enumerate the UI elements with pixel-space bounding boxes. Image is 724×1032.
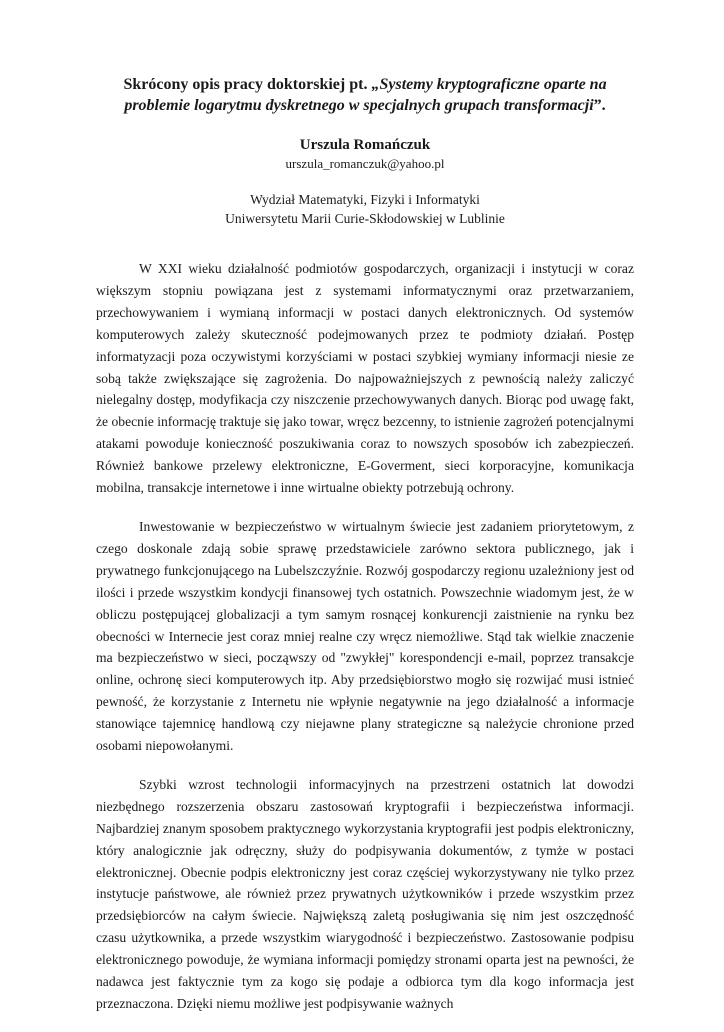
paragraph-1: W XXI wieku działalność podmiotów gospodarczych, organizacji i instytucji w coraz większym stopniu powiązana jest z systemami informatycznymi oraz przetwarzaniem, przechowywaniem i wymianą informacji w postaci danych elektronicznych. Od systemów komputerowych zależy skuteczność podejmowanych przez te podmioty działań. Postęp informatyzacji poza oczywistymi korzyściami w postaci szybkiej wymiany informacji niesie ze sobą także zwiększające się zagrożenia. Do najpoważniejszych z pewnością należy zaliczyć nielegalny dostęp, modyfikacja czy niszczenie przechowywanych danych. Biorąc pod uwagę fakt, że obecnie informację traktuje się jako towar, wręcz bezcenny, to istnienie zagrożeń potencjalnymi atakami powoduje konieczność poszukiwania coraz to nowszych sposobów ich zabezpieczeń. Również bankowe przelewy elektroniczne, E-Goverment, sieci korporacyjne, komunikacja mobilna, transakcje internetowe i inne wirtualne obiekty potrzebują ochrony. xyxy=(96,261,634,496)
title-italic: „Systemy kryptograficzne oparte na problemie logarytmu dyskretnego w specjalnych grupach transformacji xyxy=(124,76,607,114)
affiliation xyxy=(96,190,634,228)
affiliation-line-1: Wydział Matematyki, Fizyki i Informatyki xyxy=(250,192,480,207)
paragraph-3: Szybki wzrost technologii informacyjnych na przestrzeni ostatnich lat dowodzi niezbędnego rozszerzenia obszaru zastosowań kryptografii i bezpieczeństwa informacji. Najbardziej znanym sposobem praktycznego wykorzystania kryptografii jest podpis elektroniczny, który analogicznie jak odręczny, służy do podpisywania dokumentów, z tymże w postaci elektronicznej. Obecnie podpis elektroniczny jest coraz częściej wykorzystywany nie tylko przez instytucje państwowe, ale również przez prywatnych użytkowników i przede wszystkim przez przedsiębiorców na całym świecie. Największą zaletą posługiwania się nim jest oszczędność czasu użytkownika, a przede wszystkim wiarygodność i bezpieczeństwo. Zastosowanie podpisu elektronicznego powoduje, że wymiana informacji pomiędzy stronami oparta jest na pewności, że nadawca jest faktycznie tym za kogo się podaje a odbiorca tym dla kogo informacja jest przeznaczona. Dzięki niemu możliwe jest podpisywanie ważnych xyxy=(96,776,634,1011)
author-name: Urszula Romańczuk xyxy=(299,137,431,153)
title-suffix: ”. xyxy=(593,97,606,114)
affiliation-line-2: Uniwersytetu Marii Curie-Skłodowskiej w Lublinie xyxy=(225,211,505,226)
paragraph-2: Inwestowanie w bezpieczeństwo w wirtualnym świecie jest zadaniem priorytetowym, z czego doskonale zdają sobie sprawę przedstawiciele zarówno sektora publicznego, jak i prywatnego funkcjonującego na Lubelszczyźnie. Rozwój gospodarczy regionu uzależniony jest od ilości i przede wszystkim kondycji finansowej tych ostatnich. Powszechnie wiadomym jest, że w obliczu postępującej globalizacji a tym samym rosnącej konkurencji zaistnienie na rynku bez obecności w Internecie jest coraz mniej realne czy wręcz niemożliwe. Stąd tak wielkie znaczenie ma bezpieczeństwo w sieci, począwszy od "zwykłej" korespondencji e-mail, poprzez transakcje online, ochronę sieci komputerowych itp. Aby przedsiębiorstwo mogło się rozwijać musi istnieć pewność, że korzystanie z Internetu nie wpłynie negatywnie na jego działalność a informacje stanowiące tajemnicę handlową czy niejawne plany strategiczne są należycie chronione przed osobami niepowołanymi. xyxy=(96,518,634,754)
document-title xyxy=(96,74,634,116)
document-body xyxy=(96,258,634,1015)
document-page xyxy=(96,74,634,1032)
title-prefix: Skrócony opis pracy doktorskiej pt. xyxy=(123,76,372,93)
author-email: urszula_romanczuk@yahoo.pl xyxy=(285,156,445,171)
